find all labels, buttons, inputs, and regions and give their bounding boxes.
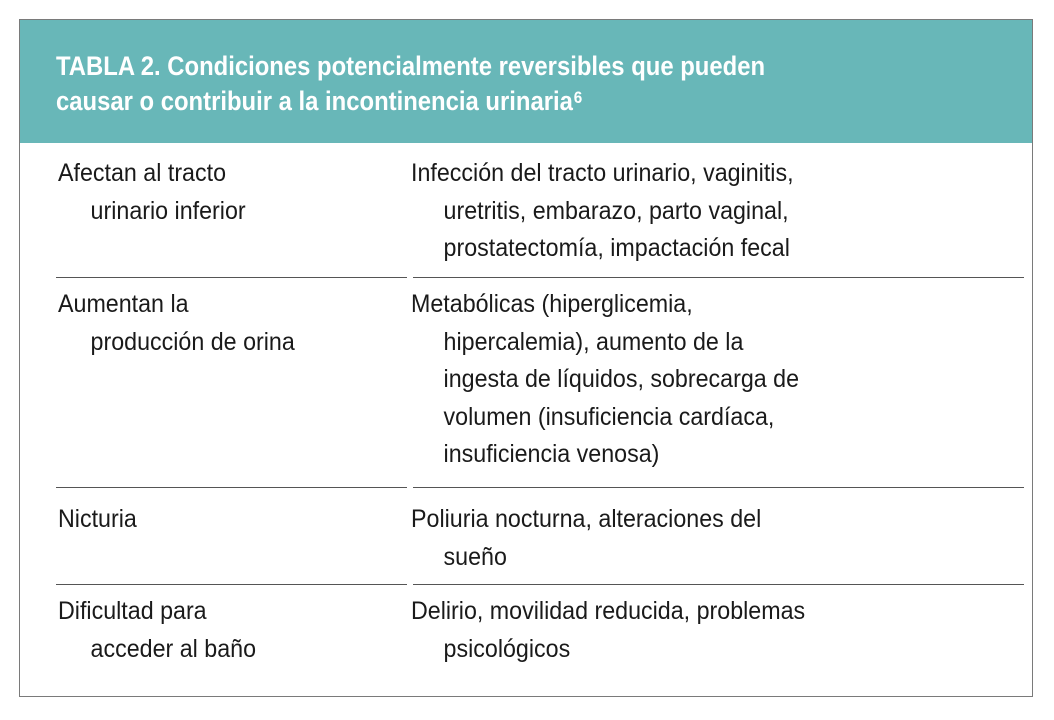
causes-line: insuficiencia venosa) [443,440,660,468]
causes-line: Poliuria nocturna, alteraciones del [411,505,762,533]
causes-line: ingesta de líquidos, sobrecarga de [443,365,799,393]
title-line-2 [56,84,934,119]
table-header [20,20,1032,143]
causes-line: volumen (insuficiencia cardíaca, [443,402,775,431]
condition-cell [58,593,256,668]
condition-line: producción de orina [90,327,295,356]
causes-line: Infección del tracto urinario, vaginitis, [411,159,794,187]
title-line-2-text: causar o contribuir a la incontinencia urinaria [56,86,573,116]
causes-line: Metabólicas (hiperglicemia, [411,290,693,318]
condition-line: Dificultad para [58,597,207,625]
row-divider [56,277,407,278]
condition-line: Afectan al tracto [58,159,227,187]
causes-cell [411,501,761,576]
condition-cell [58,286,295,361]
row-divider [56,487,407,488]
condition-line: Nicturia [58,505,137,533]
row-divider [413,277,1024,278]
causes-line: sueño [443,542,507,571]
title-line-1: TABLA 2. Condiciones potencialmente reversibles que pueden [56,51,766,81]
row-divider [413,584,1024,585]
row-divider [413,487,1024,488]
causes-line: uretritis, embarazo, parto vaginal, [443,196,789,225]
condition-line: urinario inferior [90,196,246,225]
causes-cell [411,593,805,668]
condition-line: Aumentan la [58,290,189,318]
causes-cell [411,155,794,268]
title-reference-superscript: 6 [573,88,583,107]
row-divider [56,584,407,585]
table-frame [19,19,1033,697]
causes-line: hipercalemia), aumento de la [443,327,744,356]
condition-cell [58,155,246,230]
condition-line: acceder al baño [90,634,257,663]
causes-line: Delirio, movilidad reducida, problemas [411,597,806,625]
causes-line: psicológicos [443,634,571,663]
causes-cell [411,286,799,474]
condition-cell [58,501,137,539]
causes-line: prostatectomía, impactación fecal [443,234,790,262]
table-title [56,49,934,119]
